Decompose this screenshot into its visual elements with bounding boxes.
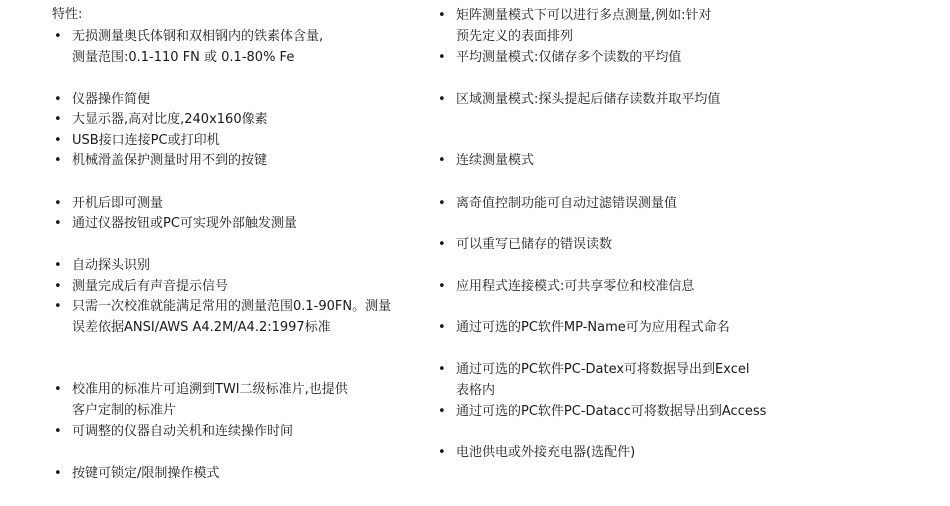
- feature-list-item: [54, 463, 219, 484]
- bullet-icon: •: [438, 153, 446, 168]
- bullet-icon: •: [54, 424, 62, 439]
- feature-list-item: [438, 47, 681, 68]
- feature-list-item: [438, 359, 750, 401]
- bullet-icon: •: [54, 258, 62, 273]
- bullet-icon: •: [438, 279, 446, 294]
- bullet-icon: •: [54, 382, 62, 397]
- feature-text-line: 通过可选的PC软件MP-Name可为应用程式命名: [456, 320, 730, 335]
- feature-text-line: 测量范围:0.1-110 FN 或 0.1-80% Fe: [72, 50, 295, 65]
- feature-list-item: [54, 109, 268, 130]
- bullet-icon: •: [438, 196, 446, 211]
- feature-text-line: USB接口连接PC或打印机: [72, 133, 220, 148]
- feature-list-item: [438, 89, 720, 110]
- feature-text-line: 表格内: [456, 383, 496, 398]
- feature-text-line: 自动探头识别: [72, 258, 151, 273]
- page-heading: 特性:: [52, 7, 83, 22]
- feature-list-item: [54, 26, 323, 68]
- feature-list-item: [54, 276, 228, 297]
- bullet-icon: •: [54, 216, 62, 231]
- bullet-icon: •: [54, 196, 62, 211]
- bullet-icon: •: [54, 133, 62, 148]
- bullet-icon: •: [438, 50, 446, 65]
- bullet-icon: •: [54, 153, 62, 168]
- bullet-icon: •: [54, 279, 62, 294]
- bullet-icon: •: [438, 404, 446, 419]
- feature-list-item: [438, 442, 635, 463]
- feature-text-line: 校准用的标准片可追溯到TWI二级标准片,也提供: [72, 382, 348, 397]
- feature-text-line: 按键可锁定/限制操作模式: [72, 466, 220, 481]
- feature-text-line: 只需一次校准就能满足常用的测量范围0.1-90FN。测量: [72, 299, 392, 314]
- feature-list-item: [438, 317, 730, 338]
- feature-text-line: 大显示器,高对比度,240x160像素: [72, 112, 268, 127]
- feature-text-line: 电池供电或外接充电器(选配件): [456, 445, 636, 460]
- feature-text-line: 客户定制的标准片: [72, 403, 177, 418]
- feature-list-item: [54, 89, 150, 110]
- feature-text-line: 连续测量模式: [456, 153, 535, 168]
- bullet-icon: •: [438, 237, 446, 252]
- feature-list-item: [438, 5, 712, 47]
- feature-text-line: 无损测量奥氏体钢和双相钢内的铁素体含量,: [72, 29, 324, 44]
- feature-list-item: [54, 130, 220, 151]
- bullet-icon: •: [54, 466, 62, 481]
- bullet-icon: •: [438, 362, 446, 377]
- feature-text-line: 可调整的仪器自动关机和连续操作时间: [72, 424, 294, 439]
- feature-text-line: 应用程式连接模式:可共享零位和校准信息: [456, 279, 695, 294]
- feature-text-line: 通过可选的PC软件PC-Datacc可将数据导出到Access: [456, 404, 767, 419]
- bullet-icon: •: [438, 445, 446, 460]
- feature-list-item: [54, 150, 267, 171]
- feature-text-line: 平均测量模式:仅储存多个读数的平均值: [456, 50, 682, 65]
- feature-text-line: 通过可选的PC软件PC-Datex可将数据导出到Excel: [456, 362, 750, 377]
- feature-list-item: [54, 379, 348, 421]
- bullet-icon: •: [54, 112, 62, 127]
- feature-list-item: [438, 234, 612, 255]
- feature-list-item: [438, 401, 766, 422]
- feature-list-item: [438, 193, 677, 214]
- feature-list-item: [54, 213, 297, 234]
- feature-list-item: [54, 296, 391, 338]
- bullet-icon: •: [54, 299, 62, 314]
- feature-text-line: 误差依据ANSI/AWS A4.2M/A4.2:1997标准: [72, 320, 331, 335]
- feature-text-line: 仪器操作简便: [72, 92, 151, 107]
- feature-list-item: [438, 150, 534, 171]
- feature-text-line: 测量完成后有声音提示信号: [72, 279, 229, 294]
- feature-list-item: [54, 421, 293, 442]
- feature-list-item: [438, 276, 694, 297]
- bullet-icon: •: [54, 92, 62, 107]
- bullet-icon: •: [438, 8, 446, 23]
- feature-text-line: 矩阵测量模式下可以进行多点测量,例如:针对: [456, 8, 712, 23]
- feature-text-line: 开机后即可测量: [72, 196, 164, 211]
- feature-list-item: [54, 193, 163, 214]
- feature-text-line: 区域测量模式:探头提起后储存读数并取平均值: [456, 92, 721, 107]
- feature-text-line: 离奇值控制功能可自动过滤错误测量值: [456, 196, 678, 211]
- bullet-icon: •: [438, 92, 446, 107]
- bullet-icon: •: [54, 29, 62, 44]
- feature-text-line: 机械滑盖保护测量时用不到的按键: [72, 153, 268, 168]
- feature-text-line: 预先定义的表面排列: [456, 29, 574, 44]
- feature-list-item: [54, 255, 150, 276]
- feature-text-line: 可以重写已储存的错误读数: [456, 237, 613, 252]
- bullet-icon: •: [438, 320, 446, 335]
- feature-text-line: 通过仪器按钮或PC可实现外部触发测量: [72, 216, 297, 231]
